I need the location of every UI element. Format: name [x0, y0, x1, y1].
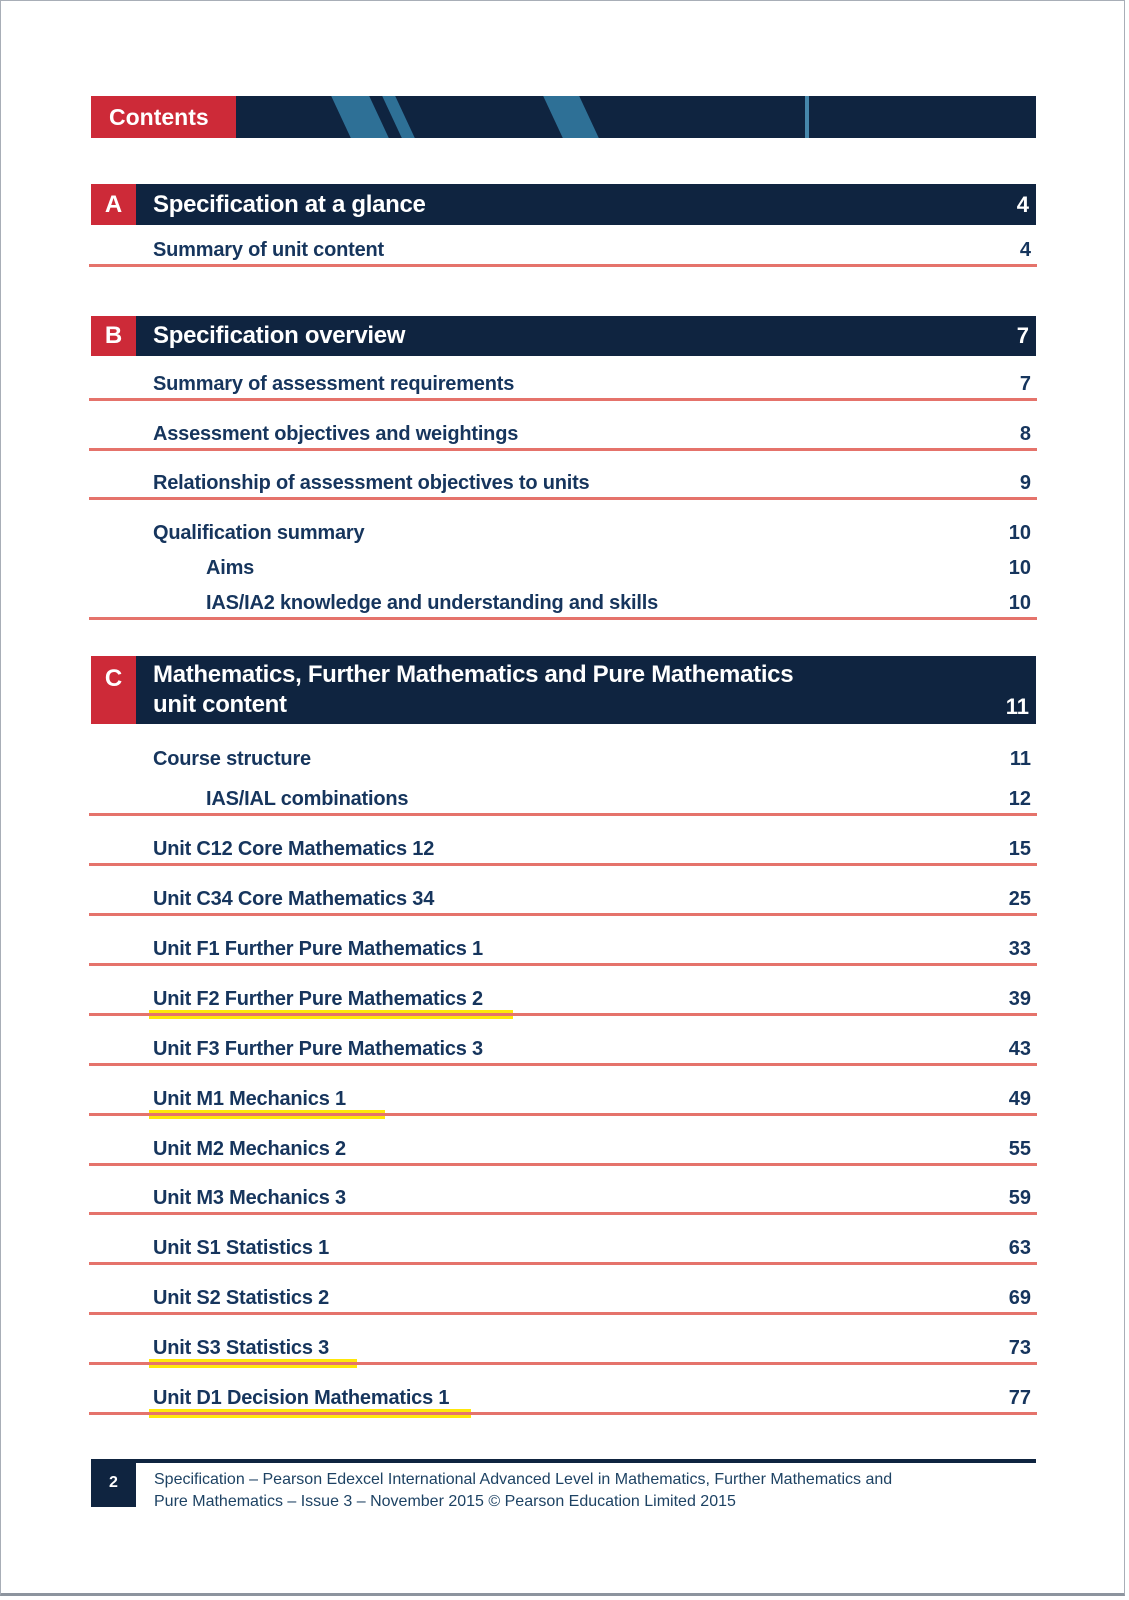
- row-underline: [89, 963, 1037, 966]
- section-a-header[interactable]: [91, 184, 1036, 225]
- row-underline: [89, 1212, 1037, 1215]
- toc-entry-page: 8: [1019, 423, 1031, 445]
- toc-entry-label: Unit S1 Statistics 1: [153, 1237, 330, 1259]
- footer-page-number-badge: 2: [91, 1459, 136, 1507]
- toc-entry-label: Assessment objectives and weightings: [153, 423, 519, 445]
- footer-text-line1: Specification – Pearson Edexcel International Advanced Level in Mathematics, Further Mathematics and: [154, 1471, 893, 1488]
- row-underline: [89, 497, 1037, 500]
- toc-entry-label: Unit M3 Mechanics 3: [153, 1187, 346, 1209]
- footer-text-line2: Pure Mathematics – Issue 3 – November 2015 © Pearson Education Limited 2015: [154, 1493, 736, 1510]
- row-underline: [89, 1412, 1037, 1415]
- toc-row[interactable]: [91, 1285, 1036, 1315]
- toc-entry-label: Unit F3 Further Pure Mathematics 3: [153, 1038, 483, 1060]
- toc-row[interactable]: [91, 237, 1036, 267]
- section-letter-badge: B: [91, 316, 136, 356]
- toc-entry-label: Unit F1 Further Pure Mathematics 1: [153, 938, 483, 960]
- toc-entry-label: Unit C34 Core Mathematics 34: [153, 888, 435, 910]
- toc-row[interactable]: [91, 986, 1036, 1016]
- toc-entry-label: Unit C12 Core Mathematics 12: [153, 838, 435, 860]
- toc-row[interactable]: [91, 1136, 1036, 1166]
- contents-banner: [91, 96, 1036, 138]
- row-underline: [89, 264, 1037, 267]
- toc-row[interactable]: [91, 520, 1036, 550]
- section-letter-badge: C: [91, 656, 136, 724]
- toc-entry-page: 11: [1009, 748, 1031, 770]
- row-underline: [89, 1362, 1037, 1365]
- row-underline: [89, 1063, 1037, 1066]
- toc-row[interactable]: [91, 786, 1036, 816]
- toc-entry-page: 59: [1008, 1187, 1031, 1209]
- toc-entry-page: 77: [1008, 1387, 1031, 1409]
- section-title: Specification at a glance: [153, 190, 426, 218]
- toc-entry-label: Aims: [206, 557, 255, 579]
- toc-entry-page: 9: [1019, 472, 1031, 494]
- toc-entry-page: 39: [1008, 988, 1031, 1010]
- section-page-number: 7: [1016, 323, 1029, 348]
- toc-entry-label: Course structure: [153, 748, 311, 770]
- toc-entry-label: Relationship of assessment objectives to units: [153, 472, 590, 494]
- row-underline: [89, 1312, 1037, 1315]
- toc-entry-page: 55: [1008, 1138, 1031, 1160]
- toc-row[interactable]: [91, 1185, 1036, 1215]
- toc-entry-label: Unit M1 Mechanics 1: [153, 1088, 346, 1110]
- section-title: [136, 656, 1006, 724]
- row-underline: [89, 398, 1037, 401]
- toc-row[interactable]: [91, 886, 1036, 916]
- section-page-number: 4: [1016, 191, 1029, 217]
- toc-row[interactable]: [91, 1086, 1036, 1116]
- toc-row[interactable]: [91, 590, 1036, 620]
- toc-row[interactable]: [91, 836, 1036, 866]
- toc-entry-label: Unit D1 Decision Mathematics 1: [153, 1387, 450, 1409]
- toc-entry-label: IAS/IAL combinations: [206, 788, 409, 810]
- section-title: Specification overview: [153, 322, 406, 349]
- toc-row[interactable]: [91, 421, 1036, 451]
- toc-row[interactable]: [91, 746, 1036, 776]
- section-page-number: 11: [1005, 694, 1029, 719]
- toc-entry-label: Qualification summary: [153, 522, 365, 544]
- toc-entry-page: 69: [1008, 1287, 1031, 1309]
- toc-entry-page: 43: [1008, 1038, 1031, 1060]
- footer: [91, 1459, 1036, 1519]
- row-underline: [89, 1113, 1037, 1116]
- row-underline: [89, 813, 1037, 816]
- toc-entry-page: 4: [1019, 239, 1031, 261]
- toc-entry-page: 12: [1008, 788, 1031, 810]
- toc-entry-page: 7: [1019, 373, 1031, 395]
- toc-entry-page: 10: [1008, 592, 1031, 614]
- toc-entry-label: Summary of unit content: [153, 239, 384, 261]
- toc-entry-page: 49: [1008, 1088, 1031, 1110]
- footer-text: [154, 1469, 892, 1513]
- toc-entry-page: 63: [1008, 1237, 1031, 1259]
- toc-row[interactable]: [91, 1335, 1036, 1365]
- toc-entry-label: Unit F2 Further Pure Mathematics 2: [153, 988, 483, 1010]
- toc-row[interactable]: [91, 371, 1036, 401]
- toc-row[interactable]: [91, 1385, 1036, 1415]
- row-underline: [89, 1013, 1037, 1016]
- toc-entry-page: 10: [1008, 557, 1031, 579]
- footer-rule: [91, 1459, 1036, 1463]
- banner-stripe: [540, 96, 601, 138]
- banner-divider-line: [805, 96, 809, 138]
- toc-row[interactable]: [91, 470, 1036, 500]
- row-underline: [89, 1163, 1037, 1166]
- toc-entry-page: 73: [1008, 1337, 1031, 1359]
- contents-tab: Contents: [91, 96, 236, 138]
- toc-entry-label: Unit S2 Statistics 2: [153, 1287, 330, 1309]
- row-underline: [89, 1262, 1037, 1265]
- toc-row[interactable]: [91, 1235, 1036, 1265]
- toc-entry-page: 10: [1008, 522, 1031, 544]
- section-title-line2: unit content: [153, 691, 287, 718]
- toc-entry-page: 25: [1008, 888, 1031, 910]
- toc-row[interactable]: [91, 1036, 1036, 1066]
- row-underline: [89, 448, 1037, 451]
- toc-entry-label: Summary of assessment requirements: [153, 373, 515, 395]
- banner-stripe: [328, 96, 391, 138]
- section-b-header[interactable]: [91, 316, 1036, 356]
- section-c-header[interactable]: [91, 656, 1036, 724]
- toc-row[interactable]: [91, 555, 1036, 585]
- row-underline: [89, 913, 1037, 916]
- toc-entry-label: Unit S3 Statistics 3: [153, 1337, 330, 1359]
- toc-entry-page: 15: [1008, 838, 1031, 860]
- row-underline: [89, 863, 1037, 866]
- section-letter-badge: A: [91, 184, 136, 225]
- row-underline: [89, 617, 1037, 620]
- toc-entry-page: 33: [1008, 938, 1031, 960]
- section-title-line1: Mathematics, Further Mathematics and Pure Mathematics: [153, 661, 794, 688]
- toc-entry-label: IAS/IA2 knowledge and understanding and skills: [206, 592, 658, 614]
- toc-row[interactable]: [91, 936, 1036, 966]
- toc-entry-label: Unit M2 Mechanics 2: [153, 1138, 346, 1160]
